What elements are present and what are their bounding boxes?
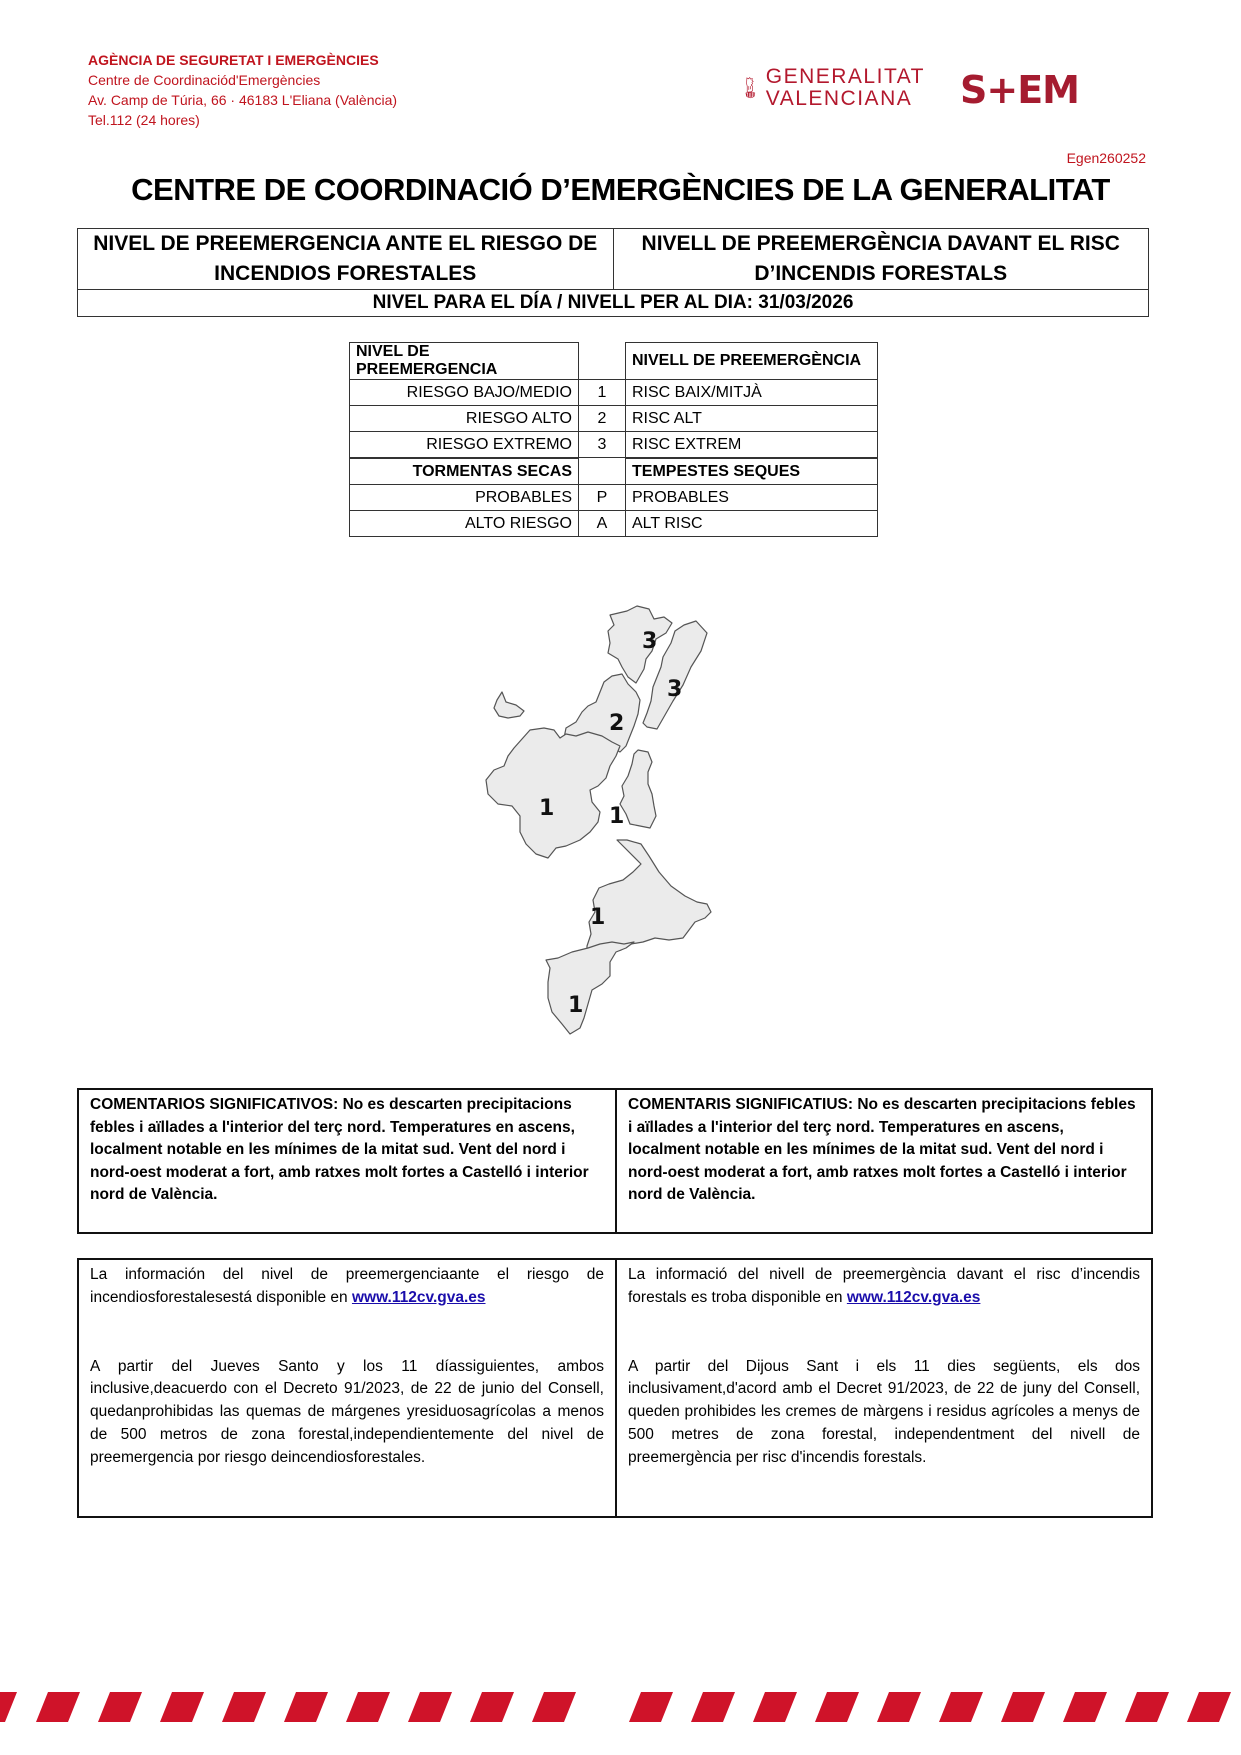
sem-logo: S+EM — [960, 68, 1079, 112]
legend-row: PROBABLES P PROBABLES — [350, 485, 878, 511]
website-link-es[interactable]: www.112cv.gva.es — [351, 1288, 486, 1306]
agency-header — [88, 50, 397, 130]
agency-name: AGÈNCIA DE SEGURETAT I EMERGÈNCIES — [88, 52, 379, 68]
website-link-ca[interactable]: www.112cv.gva.es — [846, 1288, 981, 1306]
map-zone-central-coast — [620, 750, 656, 828]
legend-header-es: NIVEL DE PREEMERGENCIA — [350, 343, 579, 380]
map-zone-west-interior — [486, 728, 620, 858]
map-label-central-coast: 1 — [609, 804, 625, 829]
comments-table — [77, 1088, 1153, 1234]
info-ca-burning-ban: A partir del Dijous Sant i els 11 dies següents, els dos inclusivament,d'acord amb el Decret 91/2023, de 22 de juny del Consell, queden prohibides les cremes de màrgens i residus agrícoles a menys de 500 metres de zona forestal, independentment del nivell de preemergència per risc d'incendis forestals. — [628, 1357, 1140, 1466]
map-zone-south-coast — [546, 942, 634, 1034]
header-title-es: NIVEL DE PREEMERGENCIA ANTE EL RIESGO DE INCENDIOS FORESTALES — [78, 229, 614, 290]
storm-header-ca: TEMPESTES SEQUES — [626, 459, 878, 485]
map-label-west-interior: 1 — [539, 796, 555, 821]
agency-centre: Centre de Coordinaciód'Emergències — [88, 72, 321, 88]
agency-phone: Tel.112 (24 hores) — [88, 112, 200, 128]
risk-zone-map — [470, 595, 730, 1055]
coat-of-arms-icon — [745, 52, 756, 124]
generalitat-logo — [745, 52, 925, 124]
generalitat-wordmark: GENERALITAT VALENCIANA — [765, 65, 925, 110]
legend-header-ca: NIVELL DE PREEMERGÈNCIA — [626, 343, 878, 380]
page-title: CENTRE DE COORDINACIÓ D’EMERGÈNCIES DE LA GENERALITAT — [131, 172, 1110, 207]
info-ca-availability: La informació del nivell de preemergència davant el risc d’incendis forestals es troba disponible en www.112cv.gva.es — [628, 1266, 1140, 1306]
level-header-table — [77, 228, 1149, 317]
level-date: NIVEL PARA EL DÍA / NIVELL PER AL DIA: 31/03/2026 — [78, 290, 1149, 317]
map-label-north-interior: 3 — [642, 629, 658, 654]
comments-es: COMENTARIOS SIGNIFICATIVOS: No es descarten precipitacions febles i aïllades a l'interior del terç nord. Temperatures en ascens, localment notable en les mínimes de la mitat sud. Vent del nord i nord-oest moderat a fort, amb ratxes molt fortes a Castelló i interior nord de València. — [90, 1096, 589, 1203]
map-zone-ademuz — [494, 692, 524, 718]
document-reference-code: Egen260252 — [1066, 150, 1146, 166]
legend-row: RIESGO EXTREMO 3 RISC EXTREM — [350, 432, 878, 458]
level-legend-table — [349, 342, 878, 458]
legend-row: ALTO RIESGO A ALT RISC — [350, 511, 878, 537]
agency-address: Av. Camp de Túria, 66 · 46183 L'Eliana (València) — [88, 92, 398, 108]
info-table — [77, 1258, 1153, 1518]
map-zone-south-interior — [587, 840, 711, 960]
map-label-south-interior: 1 — [590, 905, 606, 930]
header-title-ca: NIVELL DE PREEMERGÈNCIA DAVANT EL RISC D’INCENDIS FORESTALS — [613, 229, 1149, 290]
info-es-burning-ban: A partir del Jueves Santo y los 11 díassiguientes, ambos inclusive,deacuerdo con el Decreto 91/2023, de 22 de junio del Consell, quedanprohibidas las quemas de márgenes yresiduosagrícolas a menos de 500 metros de zona forestal,independientemente del nivel de preemergencia por riesgo deincendiosforestales. — [90, 1357, 604, 1466]
legend-row: RIESGO BAJO/MEDIO 1 RISC BAIX/MITJÀ — [350, 380, 878, 406]
storm-header-es: TORMENTAS SECAS — [350, 459, 579, 485]
info-es-availability: La información del nivel de preemergenciaante el riesgo de incendiosforestalesestá disponible en www.112cv.gva.es — [90, 1266, 604, 1306]
comments-ca: COMENTARIS SIGNIFICATIUS: No es descarten precipitacions febles i aïllades a l'interior del terç nord. Temperatures en ascens, localment notable en les mínimes de la mitat sud. Vent del nord i nord-oest moderat a fort, amb ratxes molt fortes a Castelló i interior nord de València. — [615, 1090, 1151, 1232]
map-label-south-coast: 1 — [568, 993, 584, 1018]
footer-stripe — [0, 1690, 1241, 1722]
info-es — [79, 1260, 615, 1516]
legend-row: RIESGO ALTO 2 RISC ALT — [350, 406, 878, 432]
map-label-north-coast: 3 — [667, 677, 683, 702]
info-ca — [615, 1260, 1151, 1516]
map-label-central-interior: 2 — [609, 711, 625, 736]
storm-legend-table — [349, 458, 878, 537]
